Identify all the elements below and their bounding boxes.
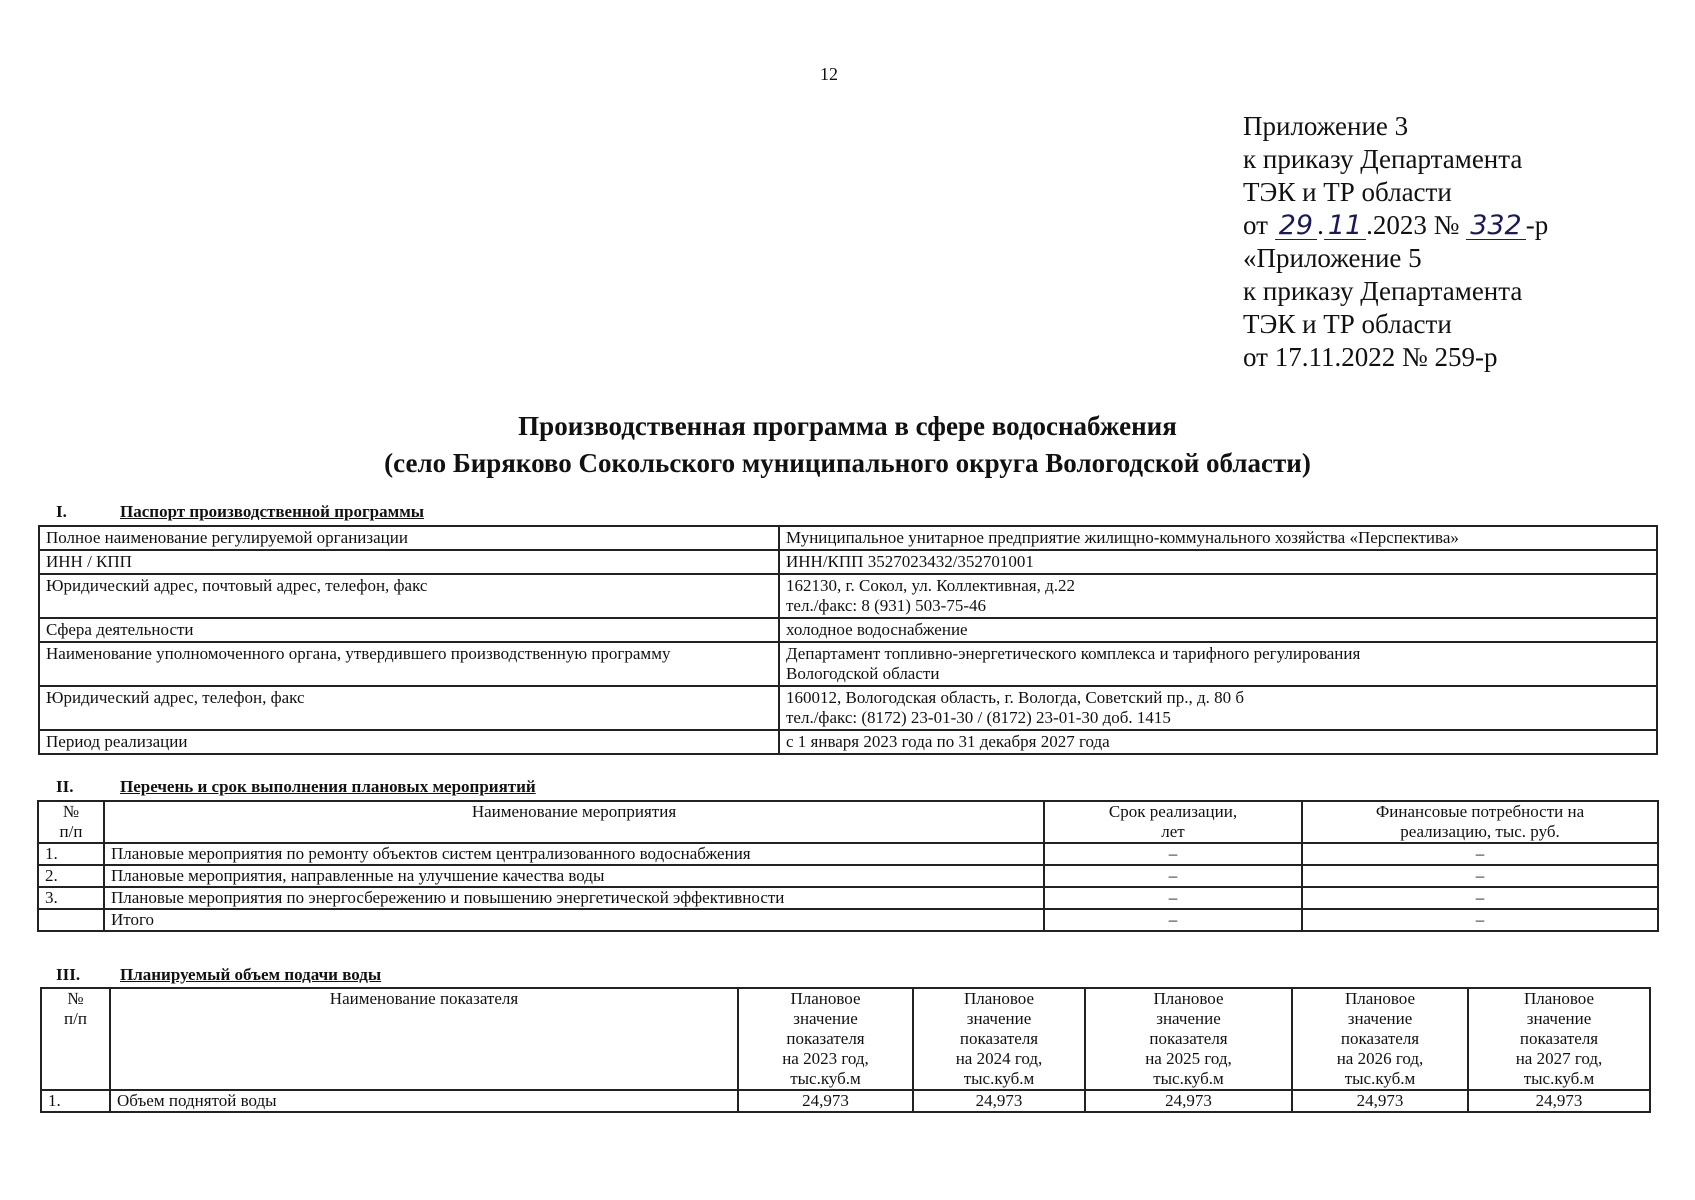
header-line: значение [966, 1009, 1032, 1028]
header-line: на 2025 год, [1145, 1049, 1232, 1068]
page-number: 12 [820, 64, 838, 84]
table-row [41, 1090, 1650, 1112]
passport-label: ИНН / КПП [39, 550, 779, 574]
passport-label: Полное наименование регулируемой организации [39, 526, 779, 550]
water-volume-table [40, 987, 1651, 1113]
table-header-row [38, 801, 1658, 843]
appendix-line: к приказу Департамента [1243, 276, 1523, 306]
document-title [0, 408, 1695, 482]
passport-value: Департамент топливно-энергетического комплекса и тарифного регулирования [786, 644, 1361, 663]
table-row [39, 550, 1657, 574]
header-plan-2026 [1292, 988, 1468, 1090]
header-line: тыс.куб.м [790, 1069, 861, 1088]
row-finance: – [1302, 909, 1658, 931]
header-line: Плановое [1344, 989, 1416, 1008]
row-term: – [1044, 843, 1302, 865]
appendix-line: от 17.11.2022 № 259-р [1243, 342, 1498, 372]
passport-value: с 1 января 2023 года по 31 декабря 2027 года [779, 730, 1657, 754]
header-num [41, 988, 110, 1090]
header-name: Наименование мероприятия [104, 801, 1044, 843]
order-month-handwritten: 11 [1324, 213, 1366, 240]
table-row [38, 909, 1658, 931]
row-name: Объем поднятой воды [110, 1090, 738, 1112]
header-num-line1: № [67, 989, 84, 1008]
row-name: Плановые мероприятия по ремонту объектов систем централизованного водоснабжения [104, 843, 1044, 865]
passport-value: холодное водоснабжение [779, 618, 1657, 642]
passport-label: Юридический адрес, телефон, факс [39, 686, 779, 730]
passport-value-line2: тел./факс: (8172) 23-01-30 / (8172) 23-01-30 доб. 1415 [786, 708, 1171, 727]
passport-label: Период реализации [39, 730, 779, 754]
header-num-line2: п/п [64, 1009, 87, 1028]
section-title: Перечень и срок выполнения плановых мероприятий [120, 777, 536, 796]
section-2-heading [40, 777, 536, 797]
section-number: II. [56, 777, 74, 796]
appendix-line: Приложение 3 [1243, 111, 1409, 141]
passport-value-cell [779, 642, 1657, 686]
passport-value-cell [779, 574, 1657, 618]
table-row [38, 887, 1658, 909]
section-number: III. [56, 965, 81, 984]
appendix-header [1243, 110, 1548, 374]
section-3-heading [40, 965, 381, 985]
header-line: на 2026 год, [1336, 1049, 1424, 1068]
title-line-2: (село Биряково Сокольского муниципального округа Вологодской области) [384, 448, 1311, 478]
row-name: Плановые мероприятия по энергосбережению и повышению энергетической эффективности [104, 887, 1044, 909]
row-num: 1. [38, 843, 104, 865]
header-line: показателя [1149, 1029, 1228, 1048]
header-line: Плановое [790, 989, 861, 1008]
header-line: показателя [1340, 1029, 1420, 1048]
header-line: тыс.куб.м [1523, 1069, 1595, 1088]
order-prefix: от [1243, 210, 1268, 240]
section-1-heading [40, 502, 424, 522]
section-title: Паспорт производственной программы [120, 502, 425, 521]
appendix-line: к приказу Департамента [1243, 144, 1523, 174]
row-num: 3. [38, 887, 104, 909]
header-line: Плановое [963, 989, 1035, 1008]
value-2024: 24,973 [913, 1090, 1085, 1112]
row-name: Итого [104, 909, 1044, 931]
table-row [39, 574, 1657, 618]
header-line: тыс.куб.м [963, 1069, 1035, 1088]
row-finance: – [1302, 843, 1658, 865]
header-line: Плановое [1153, 989, 1224, 1008]
appendix-line: ТЭК и ТР области [1243, 309, 1452, 339]
header-finance-line2: реализацию, тыс. руб. [1400, 822, 1560, 841]
row-name: Плановые мероприятия, направленные на улучшение качества воды [104, 865, 1044, 887]
row-term: – [1044, 865, 1302, 887]
header-plan-2024 [913, 988, 1085, 1090]
passport-label: Наименование уполномоченного органа, утвердившего производственную программу [39, 642, 779, 686]
passport-value-line2: тел./факс: 8 (931) 503-75-46 [786, 596, 986, 615]
table-row [39, 730, 1657, 754]
header-line: показателя [1519, 1029, 1599, 1048]
header-term-line2: лет [1161, 822, 1185, 841]
table-row [38, 843, 1658, 865]
value-2023: 24,973 [738, 1090, 913, 1112]
row-finance: – [1302, 887, 1658, 909]
table-row [38, 865, 1658, 887]
header-term [1044, 801, 1302, 843]
order-day-handwritten: 29 [1275, 213, 1317, 240]
section-number: I. [56, 502, 67, 521]
row-finance: – [1302, 865, 1658, 887]
header-term-line1: Срок реализации, [1108, 802, 1238, 821]
row-term: – [1044, 887, 1302, 909]
passport-value: 160012, Вологодская область, г. Вологда, Советский пр., д. 80 б [786, 688, 1245, 707]
table-header-row [41, 988, 1650, 1090]
header-num-line1: № [62, 802, 80, 821]
header-finance-line1: Финансовые потребности на [1375, 802, 1585, 821]
header-line: значение [1526, 1009, 1592, 1028]
order-year: .2023 № [1366, 210, 1460, 240]
header-line: значение [1156, 1009, 1221, 1028]
header-line: значение [1347, 1009, 1413, 1028]
header-plan-2023 [738, 988, 913, 1090]
header-num [38, 801, 104, 843]
passport-label: Сфера деятельности [39, 618, 779, 642]
order-date-line: от 29 . 11 .2023 № 332 -р [1243, 210, 1549, 241]
value-2027: 24,973 [1468, 1090, 1650, 1112]
header-line: показателя [786, 1029, 865, 1048]
order-number-handwritten: 332 [1466, 213, 1526, 240]
table-row [39, 618, 1657, 642]
row-term: – [1044, 909, 1302, 931]
header-line: на 2023 год, [782, 1049, 869, 1068]
table-row [39, 642, 1657, 686]
header-line: на 2024 год, [955, 1049, 1043, 1068]
row-num [38, 909, 104, 931]
value-2026: 24,973 [1292, 1090, 1468, 1112]
passport-label: Юридический адрес, почтовый адрес, телефон, факс [39, 574, 779, 618]
passport-value: 162130, г. Сокол, ул. Коллективная, д.22 [786, 576, 1076, 595]
table-row [39, 686, 1657, 730]
passport-table [38, 525, 1658, 755]
header-line: тыс.куб.м [1153, 1069, 1224, 1088]
header-plan-2025 [1085, 988, 1292, 1090]
passport-value-line2: Вологодской области [786, 664, 940, 683]
passport-value-cell [779, 686, 1657, 730]
header-num-line2: п/п [59, 822, 83, 841]
header-plan-2027 [1468, 988, 1650, 1090]
appendix-line: ТЭК и ТР области [1243, 177, 1452, 207]
value-2025: 24,973 [1085, 1090, 1292, 1112]
table-row [39, 526, 1657, 550]
passport-value: Муниципальное унитарное предприятие жилищно-коммунального хозяйства «Перспектива» [779, 526, 1657, 550]
passport-value: ИНН/КПП 3527023432/352701001 [779, 550, 1657, 574]
header-line: тыс.куб.м [1344, 1069, 1416, 1088]
header-name: Наименование показателя [110, 988, 738, 1090]
section-title: Планируемый объем подачи воды [120, 965, 382, 984]
appendix-line: «Приложение 5 [1243, 243, 1422, 273]
title-line-1: Производственная программа в сфере водоснабжения [518, 411, 1177, 441]
header-line: показателя [959, 1029, 1039, 1048]
header-line: на 2027 год, [1515, 1049, 1603, 1068]
header-line: Плановое [1523, 989, 1595, 1008]
header-line: значение [793, 1009, 858, 1028]
row-num: 1. [41, 1090, 110, 1112]
measures-table [37, 800, 1659, 932]
row-num: 2. [38, 865, 104, 887]
order-suffix: -р [1525, 210, 1549, 240]
header-finance [1302, 801, 1658, 843]
